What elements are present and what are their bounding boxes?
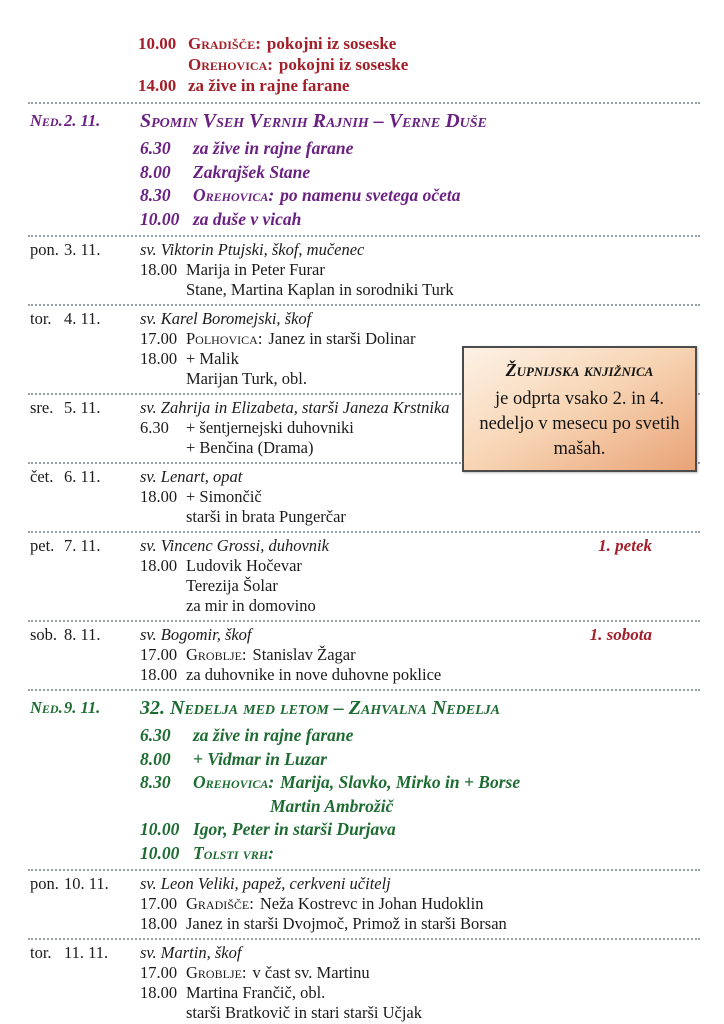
mass-line: [140, 1003, 700, 1023]
day-row: [28, 620, 700, 689]
mass-line: [140, 260, 700, 280]
mass-line: [140, 487, 700, 507]
day-label: pon.: [30, 874, 59, 893]
mass-time: 18.00: [140, 914, 178, 933]
mass-line: [140, 914, 700, 934]
day-row-grid: [28, 625, 700, 685]
mass-place: Orehovica:: [188, 55, 273, 74]
mass-text: Neža Kostrevc in Johan Hudoklin: [259, 894, 484, 913]
mass-time: 8.00: [140, 161, 171, 182]
mass-text: Martin Ambrožič: [270, 795, 394, 816]
day-row: [28, 689, 700, 869]
note-label: 1. sobota: [589, 625, 652, 644]
mass-text: Zakrajšek Stane: [193, 161, 311, 182]
day-date: 10. 11.: [64, 874, 109, 893]
mass-place: Gradišče:: [186, 894, 254, 913]
note-label: 1. petek: [598, 536, 652, 555]
day-rows: [28, 102, 700, 1024]
day-content: [140, 240, 700, 300]
mass-text: starši in brata Pungerčar: [186, 507, 346, 526]
day-row-grid: [28, 467, 700, 527]
day-content: [140, 695, 700, 865]
day-label: Ned.: [30, 698, 63, 717]
mass-line: [140, 983, 700, 1003]
day-content: [140, 943, 700, 1023]
mass-time: 8.30: [140, 772, 171, 792]
day-row-grid: [28, 240, 700, 300]
saint-line: [140, 943, 700, 963]
sunday-title-line: [140, 695, 700, 721]
mass-text: za duhovnike in nove duhovne poklice: [186, 665, 442, 684]
mass-line: [140, 576, 700, 596]
day-date: 8. 11.: [64, 625, 101, 644]
mass-text: + Simončič: [186, 487, 262, 506]
mass-time: 6.30: [140, 725, 171, 745]
day-content: [140, 625, 700, 685]
saint-name: sv. Viktorin Ptujski, škof, mučenec: [140, 240, 365, 259]
mass-time: 17.00: [140, 894, 178, 913]
saint-line: [140, 536, 700, 556]
day-row: [28, 235, 700, 304]
day-row-grid: [28, 108, 700, 231]
day-row: [28, 531, 700, 620]
day-row: [28, 869, 700, 938]
mass-text: Marija, Slavko, Mirko in + Borse: [280, 772, 521, 792]
saint-line: [140, 309, 700, 329]
mass-time: 6.30: [140, 138, 171, 158]
mass-place: Groblje:: [186, 963, 247, 982]
day-row: [28, 462, 700, 531]
mass-time: 10.00: [138, 34, 177, 53]
mass-line: [140, 818, 700, 842]
mass-line: [140, 724, 700, 748]
day-row-grid: [28, 943, 700, 1023]
day-content: [140, 536, 700, 616]
day-label: tor.: [30, 309, 52, 328]
mass-place: Gradišče:: [188, 34, 261, 53]
mass-schedule: [28, 33, 700, 1024]
mass-line: [140, 556, 700, 576]
mass-time: 10.00: [140, 208, 180, 229]
mass-text: + šentjernejski duhovniki: [186, 418, 354, 437]
sunday-title-line: [140, 108, 700, 134]
day-row-grid: [28, 874, 700, 934]
mass-text: Ludovik Hočevar: [186, 556, 302, 575]
library-box-title: Župnijska knjižnica: [505, 360, 654, 380]
mass-text: Janez in starši Dolinar: [268, 329, 416, 348]
library-box-body: je odprta vsako 2. in 4. nedeljo v mesecu po svetih mašah.: [479, 389, 680, 459]
saint-line: [140, 874, 700, 894]
sunday-title: Spomin Vseh Vernih Rajnih – Verne Duše: [140, 110, 487, 132]
mass-place: Orehovica:: [193, 772, 275, 792]
mass-time: 18.00: [140, 983, 178, 1002]
mass-text: Stane, Martina Kaplan in sorodniki Turk: [186, 280, 454, 299]
mass-line: [140, 280, 700, 300]
sunday-title: 32. Nedelja med letom – Zahvalna Nedelja: [140, 697, 500, 719]
mass-line: [140, 842, 700, 866]
mass-text: Martina Frančič, obl.: [186, 983, 326, 1002]
mass-time: 17.00: [140, 329, 178, 348]
mass-text: Marija in Peter Furar: [186, 260, 325, 279]
mass-line: [140, 963, 700, 983]
mass-text: za žive in rajne farane: [193, 725, 354, 745]
day-label: sre.: [30, 398, 54, 417]
mass-place: Orehovica:: [193, 185, 275, 205]
saint-line: [140, 625, 700, 645]
mass-text: Igor, Peter in starši Durjava: [193, 819, 396, 839]
day-row-grid: [28, 695, 700, 865]
mass-line: [140, 137, 700, 161]
library-box: [462, 346, 697, 472]
saint-name: sv. Lenart, opat: [140, 467, 243, 486]
saint-name: sv. Zahrija in Elizabeta, starši Janeza Krstnika: [140, 398, 450, 417]
top-announcement-block: [28, 33, 700, 102]
mass-line: [138, 33, 700, 54]
day-content: [140, 108, 700, 231]
mass-text: + Benčina (Drama): [186, 438, 314, 457]
day-row: [28, 102, 700, 235]
mass-line: [138, 75, 700, 96]
mass-text: za mir in domovino: [186, 596, 316, 615]
day-date: 9. 11.: [64, 698, 101, 717]
mass-line: [140, 645, 700, 665]
mass-text: po namenu svetega očeta: [280, 185, 461, 205]
mass-text: za žive in rajne farane: [188, 76, 350, 95]
mass-line: [140, 894, 700, 914]
day-label: pet.: [30, 536, 55, 555]
mass-line: [140, 596, 700, 616]
day-date: 2. 11.: [64, 111, 101, 130]
mass-time: 18.00: [140, 665, 178, 684]
mass-text: + Vidmar in Luzar: [193, 748, 327, 769]
mass-time: 18.00: [140, 556, 178, 575]
mass-time: 6.30: [140, 418, 169, 437]
mass-time: 18.00: [140, 349, 178, 368]
day-label: Ned.: [30, 111, 63, 130]
day-date: 5. 11.: [64, 398, 101, 417]
mass-text: Terezija Šolar: [186, 576, 278, 595]
day-label: čet.: [30, 467, 54, 486]
saint-name: sv. Martin, škof: [140, 943, 242, 962]
mass-time: 17.00: [140, 963, 178, 982]
mass-line: [140, 208, 700, 232]
mass-text: pokojni iz soseske: [278, 55, 409, 74]
mass-text: Stanislav Žagar: [252, 645, 356, 664]
mass-place: Polhovica:: [186, 329, 263, 348]
mass-text: v čast sv. Martinu: [252, 963, 370, 982]
mass-text: starši Bratkovič in stari starši Učjak: [186, 1003, 422, 1022]
day-content: [140, 874, 700, 934]
mass-text: Marijan Turk, obl.: [186, 369, 308, 388]
day-row-grid: [28, 536, 700, 616]
mass-time: 8.00: [140, 748, 171, 769]
day-date: 3. 11.: [64, 240, 101, 259]
day-date: 11. 11.: [64, 943, 109, 962]
day-label: sob.: [30, 625, 58, 644]
saint-line: [140, 240, 700, 260]
day-label: tor.: [30, 943, 52, 962]
saint-name: sv. Karel Boromejski, škof: [140, 309, 312, 328]
mass-line: [140, 161, 700, 185]
mass-line: [140, 184, 700, 208]
mass-text: za duše v vicah: [193, 208, 302, 229]
day-row: [28, 938, 700, 1024]
saint-name: sv. Leon Veliki, papež, cerkveni učitelj: [140, 874, 391, 893]
day-date: 6. 11.: [64, 467, 101, 486]
mass-text: za žive in rajne farane: [193, 138, 354, 158]
mass-time: 14.00: [138, 76, 177, 95]
mass-line: [140, 771, 700, 795]
saint-name: sv. Vincenc Grossi, duhovnik: [140, 536, 329, 555]
mass-place: Tolsti vrh:: [193, 842, 274, 863]
mass-place: Groblje:: [186, 645, 247, 664]
mass-line: [138, 54, 700, 75]
mass-time: 10.00: [140, 819, 180, 839]
mass-line: [140, 507, 700, 527]
mass-line: [140, 665, 700, 685]
mass-time: 8.30: [140, 185, 171, 205]
mass-text: pokojni iz soseske: [266, 34, 397, 53]
mass-time: 18.00: [140, 260, 178, 279]
mass-line: [140, 795, 700, 819]
day-label: pon.: [30, 240, 59, 259]
mass-line: [140, 748, 700, 772]
day-content: [140, 467, 700, 527]
mass-text: + Malik: [186, 349, 239, 368]
mass-time: 10.00: [140, 842, 180, 863]
mass-time: 17.00: [140, 645, 178, 664]
mass-text: Janez in starši Dvojmoč, Primož in starši Borsan: [186, 914, 507, 933]
day-date: 4. 11.: [64, 309, 101, 328]
day-date: 7. 11.: [64, 536, 101, 555]
saint-name: sv. Bogomir, škof: [140, 625, 252, 644]
mass-time: 18.00: [140, 487, 178, 506]
